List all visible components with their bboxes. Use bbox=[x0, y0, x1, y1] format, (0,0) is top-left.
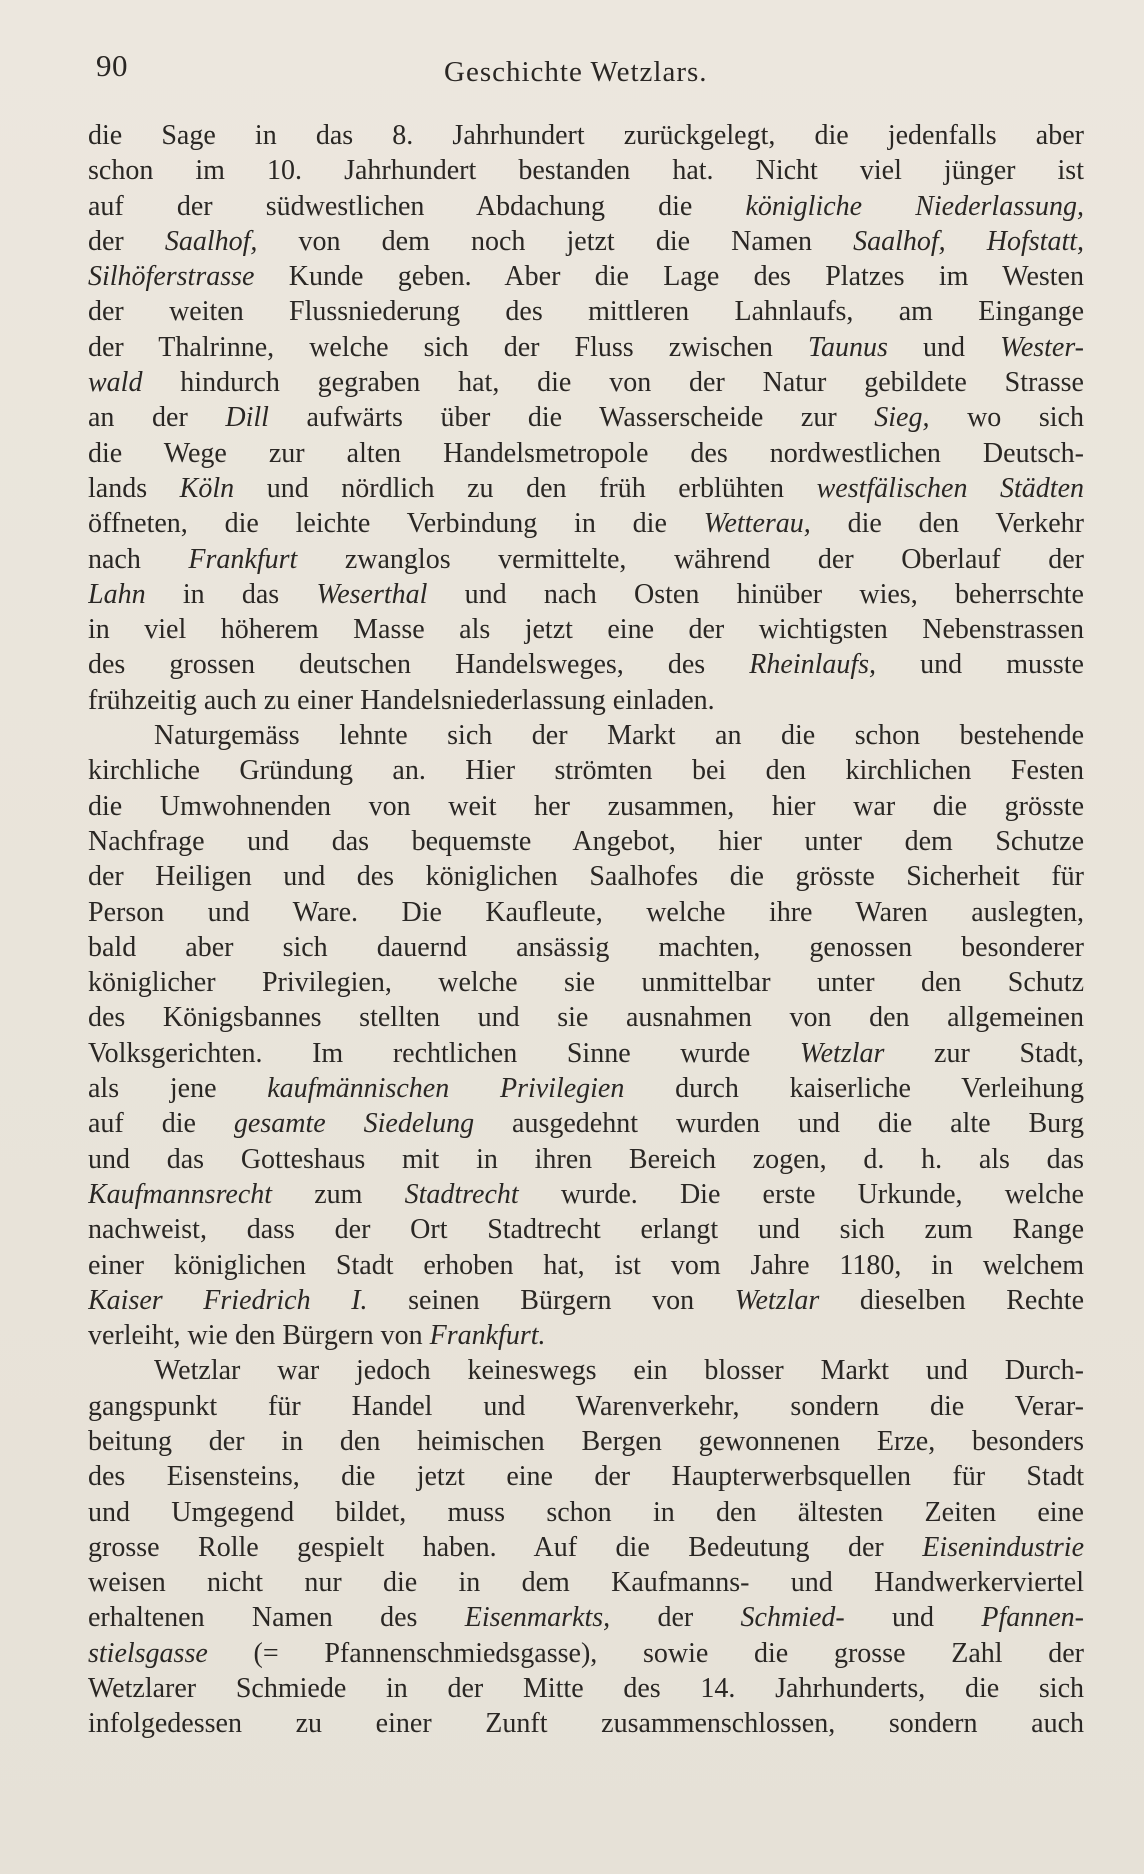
emphasized-text: Frankfurt bbox=[188, 543, 298, 575]
text-line bbox=[88, 1212, 1084, 1247]
text-line bbox=[88, 1459, 1084, 1494]
text-segment: seinen Bürgern von bbox=[367, 1284, 735, 1316]
text-line bbox=[88, 506, 1084, 541]
running-title: Geschichte Wetzlars. bbox=[444, 56, 708, 88]
text-segment: gangspunkt für Handel und Warenverkehr, sondern die Verar- bbox=[88, 1390, 1084, 1422]
text-line bbox=[88, 824, 1084, 859]
text-segment: dieselben Rechte bbox=[819, 1284, 1084, 1316]
emphasized-text: Frankfurt. bbox=[429, 1320, 546, 1352]
emphasized-text: wald bbox=[88, 367, 143, 399]
text-segment: der Heiligen und des königlichen Saalhofes die grösste Sicherheit für bbox=[88, 861, 1084, 893]
text-segment: Person und Ware. Die Kaufleute, welche ihre Waren auslegten, bbox=[88, 896, 1084, 928]
text-segment: erhaltenen Namen des bbox=[88, 1602, 465, 1634]
text-segment: als jene bbox=[88, 1073, 268, 1105]
text-line bbox=[88, 612, 1084, 647]
text-line bbox=[88, 1565, 1084, 1600]
text-segment: Nachfrage und das bequemste Angebot, hier unter dem Schutze bbox=[88, 825, 1084, 857]
emphasized-text: Lahn bbox=[88, 578, 146, 610]
emphasized-text: Kaufmannsrecht bbox=[88, 1178, 273, 1210]
text-segment: aufwärts über die Wasserscheide zur bbox=[268, 402, 875, 434]
text-segment: Volksgerichten. Im rechtlichen Sinne wurde bbox=[88, 1037, 800, 1069]
text-line bbox=[88, 577, 1084, 612]
text-segment: bald aber sich dauernd ansässig machten, genossen besonderer bbox=[88, 931, 1084, 963]
text-segment: hindurch gegraben hat, die von der Natur gebildete Strasse bbox=[142, 367, 1084, 399]
text-line bbox=[88, 1353, 1084, 1388]
text-line bbox=[88, 1000, 1084, 1035]
text-segment: verleiht, wie den Bürgern von bbox=[88, 1320, 430, 1352]
text-segment: in das bbox=[145, 578, 317, 610]
emphasized-text: Stadtrecht bbox=[404, 1178, 519, 1210]
emphasized-text: kaufmännischen Privilegien bbox=[267, 1073, 625, 1105]
text-segment: nach bbox=[88, 543, 189, 575]
body-text bbox=[88, 118, 1084, 1742]
text-segment: die Sage in das 8. Jahrhundert zurückgelegt, die jedenfalls aber bbox=[88, 120, 1084, 151]
text-segment: in viel höherem Masse als jetzt eine der wichtigsten Nebenstrassen bbox=[88, 614, 1084, 646]
text-line bbox=[88, 330, 1084, 365]
text-line bbox=[88, 471, 1084, 506]
text-line bbox=[88, 224, 1084, 259]
text-segment: auf der südwestlichen Abdachung die bbox=[88, 190, 746, 222]
text-segment: (= Pfannenschmiedsgasse), sowie die grosse Zahl der bbox=[207, 1637, 1084, 1669]
text-segment: Naturgemäss lehnte sich der Markt an die schon bestehende bbox=[154, 720, 1084, 752]
text-segment: und bbox=[844, 1602, 982, 1634]
text-line bbox=[88, 930, 1084, 965]
text-segment: und das Gotteshaus mit in ihren Bereich zogen, d. h. als das bbox=[88, 1143, 1084, 1175]
text-segment: des Königsbannes stellten und sie ausnahmen von den allgemeinen bbox=[88, 1002, 1084, 1034]
emphasized-text: Pfannen- bbox=[981, 1602, 1084, 1634]
text-line bbox=[88, 683, 1084, 718]
text-line bbox=[88, 1248, 1084, 1283]
emphasized-text: westfälischen Städten bbox=[816, 472, 1084, 504]
text-line bbox=[88, 118, 1084, 153]
page-header bbox=[92, 48, 1084, 98]
text-segment: wurde. Die erste Urkunde, welche bbox=[518, 1178, 1084, 1210]
text-line bbox=[88, 189, 1084, 224]
text-line bbox=[88, 1071, 1084, 1106]
text-line bbox=[88, 1495, 1084, 1530]
text-segment: königlicher Privilegien, welche sie unmittelbar unter den Schutz bbox=[88, 967, 1084, 999]
text-segment: wo sich bbox=[929, 402, 1084, 434]
text-segment: frühzeitig auch zu einer Handelsniederlassung einladen. bbox=[88, 684, 715, 716]
text-line bbox=[88, 895, 1084, 930]
text-line bbox=[88, 400, 1084, 435]
text-line bbox=[88, 436, 1084, 471]
paragraph bbox=[88, 118, 1084, 718]
text-segment: der bbox=[88, 225, 165, 257]
text-segment: auf die bbox=[88, 1108, 234, 1140]
text-segment: zwanglos vermittelte, während der Oberlauf der bbox=[297, 543, 1084, 575]
text-segment: zur Stadt, bbox=[884, 1037, 1084, 1069]
text-segment: und musste bbox=[876, 649, 1084, 681]
paragraph bbox=[88, 718, 1084, 1353]
text-segment: des grossen deutschen Handelsweges, des bbox=[88, 649, 750, 681]
text-line bbox=[88, 1636, 1084, 1671]
text-segment: und Umgegend bildet, muss schon in den ältesten Zeiten eine bbox=[88, 1496, 1084, 1528]
text-segment: zum bbox=[272, 1178, 405, 1210]
text-line bbox=[88, 1530, 1084, 1565]
emphasized-text: Dill bbox=[225, 402, 269, 434]
text-segment: kirchliche Gründung an. Hier strömten bei den kirchlichen Festen bbox=[88, 755, 1084, 787]
emphasized-text: stielsgasse bbox=[88, 1637, 208, 1669]
emphasized-text: Saalhof, bbox=[164, 225, 258, 257]
emphasized-text: Sieg, bbox=[874, 402, 930, 434]
text-line bbox=[88, 753, 1084, 788]
text-line bbox=[88, 1177, 1084, 1212]
emphasized-text: Wester- bbox=[1000, 331, 1084, 363]
text-line bbox=[88, 647, 1084, 682]
text-segment: und bbox=[887, 331, 1001, 363]
text-segment: nachweist, dass der Ort Stadtrecht erlangt und sich zum Range bbox=[88, 1214, 1084, 1246]
text-segment: grosse Rolle gespielt haben. Auf die Bedeutung der bbox=[88, 1531, 923, 1563]
text-line bbox=[88, 1389, 1084, 1424]
text-segment: die den Verkehr bbox=[810, 508, 1084, 540]
text-segment: weisen nicht nur die in dem Kaufmanns- und Handwerkerviertel bbox=[88, 1567, 1084, 1599]
emphasized-text: Wetzlar bbox=[734, 1284, 820, 1316]
emphasized-text: königliche Niederlassung, bbox=[745, 190, 1084, 222]
paragraph bbox=[88, 1353, 1084, 1741]
text-segment: Wetzlarer Schmiede in der Mitte des 14. Jahrhunderts, die sich bbox=[88, 1673, 1084, 1705]
text-line bbox=[88, 1318, 1084, 1353]
emphasized-text: Schmied- bbox=[740, 1602, 845, 1634]
text-line bbox=[88, 294, 1084, 329]
text-segment: Wetzlar war jedoch keineswegs ein blosser Markt und Durch- bbox=[154, 1355, 1084, 1387]
emphasized-text: Köln bbox=[179, 472, 235, 504]
text-line bbox=[88, 965, 1084, 1000]
text-segment: und nach Osten hinüber wies, beherrschte bbox=[427, 578, 1084, 610]
text-segment: durch kaiserliche Verleihung bbox=[624, 1073, 1084, 1105]
text-segment: und nördlich zu den früh erblühten bbox=[234, 472, 817, 504]
emphasized-text: Saalhof, Hofstatt, bbox=[853, 225, 1084, 257]
text-line bbox=[88, 1283, 1084, 1318]
text-segment: Kunde geben. Aber die Lage des Platzes im Westen bbox=[254, 261, 1084, 293]
text-segment: des Eisensteins, die jetzt eine der Haupterwerbsquellen für Stadt bbox=[88, 1461, 1084, 1493]
text-segment: öffneten, die leichte Verbindung in die bbox=[88, 508, 704, 540]
text-line bbox=[88, 1671, 1084, 1706]
text-segment: der weiten Flussniederung des mittleren Lahnlaufs, am Eingange bbox=[88, 296, 1084, 328]
page-number: 90 bbox=[96, 48, 128, 83]
text-segment: einer königlichen Stadt erhoben hat, ist vom Jahre 1180, in welchem bbox=[88, 1249, 1084, 1281]
text-line bbox=[88, 1142, 1084, 1177]
text-segment: lands bbox=[88, 472, 180, 504]
text-line bbox=[88, 789, 1084, 824]
text-line bbox=[88, 1036, 1084, 1071]
text-line bbox=[88, 859, 1084, 894]
text-segment: schon im 10. Jahrhundert bestanden hat. Nicht viel jünger ist bbox=[88, 155, 1084, 187]
emphasized-text: Silhöferstrasse bbox=[88, 261, 255, 293]
emphasized-text: gesamte Siedelung bbox=[233, 1108, 475, 1140]
text-segment: ausgedehnt wurden und die alte Burg bbox=[474, 1108, 1084, 1140]
text-line bbox=[88, 259, 1084, 294]
text-line bbox=[88, 718, 1084, 753]
text-line bbox=[88, 1424, 1084, 1459]
text-line bbox=[88, 153, 1084, 188]
text-segment: infolgedessen zu einer Zunft zusammenschlossen, sondern auch bbox=[88, 1708, 1084, 1740]
emphasized-text: Weserthal bbox=[316, 578, 428, 610]
emphasized-text: Kaiser Friedrich I. bbox=[88, 1284, 368, 1316]
text-segment: der bbox=[610, 1602, 741, 1634]
emphasized-text: Wetterau, bbox=[703, 508, 811, 540]
emphasized-text: Eisenmarkts, bbox=[464, 1602, 611, 1634]
text-segment: die Wege zur alten Handelsmetropole des nordwestlichen Deutsch- bbox=[88, 437, 1084, 469]
text-line bbox=[88, 1600, 1084, 1635]
emphasized-text: Wetzlar bbox=[799, 1037, 885, 1069]
emphasized-text: Rheinlaufs, bbox=[749, 649, 877, 681]
text-line bbox=[88, 1706, 1084, 1741]
text-segment: der Thalrinne, welche sich der Fluss zwischen bbox=[88, 331, 809, 363]
text-line bbox=[88, 365, 1084, 400]
text-segment: von dem noch jetzt die Namen bbox=[257, 225, 854, 257]
text-line bbox=[88, 542, 1084, 577]
text-segment: an der bbox=[88, 402, 226, 434]
emphasized-text: Taunus bbox=[808, 331, 888, 363]
text-segment: die Umwohnenden von weit her zusammen, hier war die grösste bbox=[88, 790, 1084, 822]
text-segment: beitung der in den heimischen Bergen gewonnenen Erze, besonders bbox=[88, 1425, 1084, 1457]
emphasized-text: Eisenindustrie bbox=[922, 1531, 1084, 1563]
text-line bbox=[88, 1106, 1084, 1141]
